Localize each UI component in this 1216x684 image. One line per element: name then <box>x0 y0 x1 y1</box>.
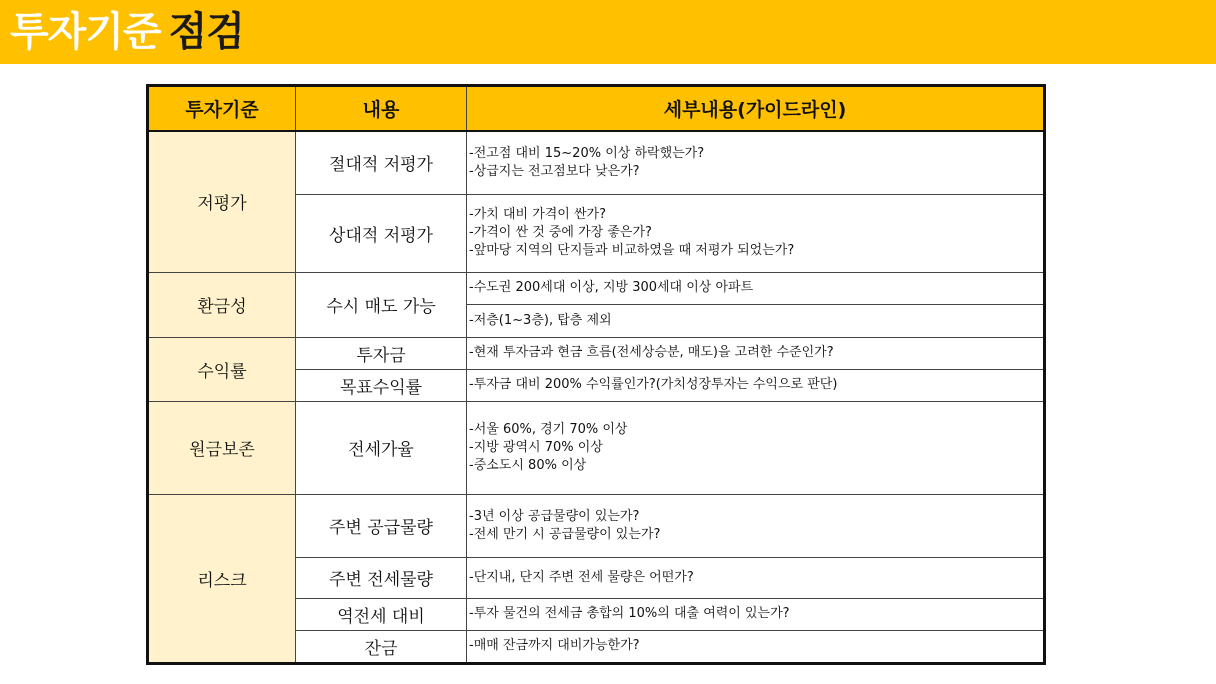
detail-line: -투자금 대비 200% 수익률인가?(가치성장투자는 수익으로 판단) <box>469 377 838 392</box>
content-cell: 투자금 <box>296 337 467 369</box>
content-cell: 상대적 저평가 <box>296 194 467 272</box>
criterion-cell: 수익률 <box>148 337 296 401</box>
criterion-cell: 저평가 <box>148 131 296 272</box>
content-cell: 수시 매도 가능 <box>296 272 467 337</box>
detail-cell <box>467 304 1045 337</box>
detail-cell <box>467 194 1045 272</box>
investment-criteria-table <box>146 84 1046 665</box>
detail-cell <box>467 272 1045 304</box>
table-row <box>148 272 1045 304</box>
detail-cell <box>467 557 1045 598</box>
title-banner <box>0 0 1216 64</box>
detail-line: -3년 이상 공급물량이 있는가? <box>469 508 640 524</box>
detail-cell <box>467 630 1045 663</box>
detail-line: -수도권 200세대 이상, 지방 300세대 이상 아파트 <box>469 280 754 295</box>
content-cell: 주변 전세물량 <box>296 557 467 598</box>
detail-line: -전고점 대비 15~20% 이상 하락했는가? <box>469 145 705 161</box>
header-content: 내용 <box>296 86 467 132</box>
detail-line: -중소도시 80% 이상 <box>469 457 587 473</box>
content-cell: 목표수익률 <box>296 369 467 401</box>
table-row <box>148 494 1045 557</box>
table-row <box>148 337 1045 369</box>
page-title-dark: 점검 <box>168 9 244 55</box>
table-row <box>148 401 1045 494</box>
detail-cell <box>467 369 1045 401</box>
detail-line: -가치 대비 가격이 싼가? <box>469 207 607 222</box>
detail-line: -앞마당 지역의 단지들과 비교하였을 때 저평가 되었는가? <box>469 243 795 258</box>
detail-line: -단지내, 단지 주변 전세 물량은 어떤가? <box>469 569 694 585</box>
criterion-cell: 환금성 <box>148 272 296 337</box>
table-row <box>148 131 1045 194</box>
detail-cell <box>467 131 1045 194</box>
header-criteria: 투자기준 <box>148 86 296 132</box>
detail-line: -현재 투자금과 현금 흐름(전세상승분, 매도)을 고려한 수준인가? <box>469 345 834 360</box>
page-title-light: 투자기준 <box>10 9 161 55</box>
page-title <box>10 4 244 60</box>
detail-line: -상급지는 전고점보다 낮은가? <box>469 163 640 179</box>
detail-line: -지방 광역시 70% 이상 <box>469 439 603 455</box>
content-cell: 전세가율 <box>296 401 467 494</box>
table-header-row <box>148 86 1045 132</box>
detail-line: -전세 만기 시 공급물량이 있는가? <box>469 526 661 542</box>
header-details: 세부내용(가이드라인) <box>467 86 1045 132</box>
content-cell: 역전세 대비 <box>296 598 467 630</box>
detail-line: -투자 물건의 전세금 총합의 10%의 대출 여력이 있는가? <box>469 606 790 621</box>
detail-line: -가격이 싼 것 중에 가장 좋은가? <box>469 225 652 240</box>
detail-cell <box>467 337 1045 369</box>
content-cell: 잔금 <box>296 630 467 663</box>
content-cell: 주변 공급물량 <box>296 494 467 557</box>
detail-line: -서울 60%, 경기 70% 이상 <box>469 421 628 437</box>
detail-line: -저층(1~3층), 탑층 제외 <box>469 312 612 328</box>
content-cell: 절대적 저평가 <box>296 131 467 194</box>
criterion-cell: 리스크 <box>148 494 296 663</box>
detail-line: -매매 잔금까지 대비가능한가? <box>469 638 640 653</box>
detail-cell <box>467 598 1045 630</box>
detail-cell <box>467 494 1045 557</box>
criterion-cell: 원금보존 <box>148 401 296 494</box>
detail-cell <box>467 401 1045 494</box>
